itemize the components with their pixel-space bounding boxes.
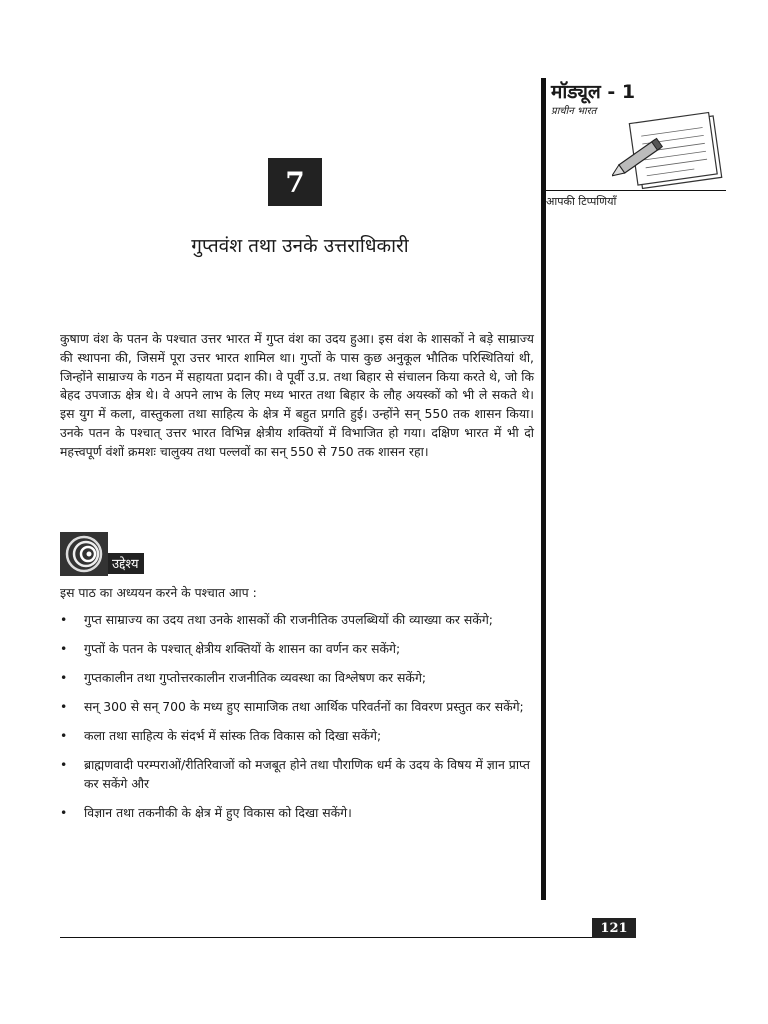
chapter-number: 7: [268, 158, 322, 206]
objectives-label: उद्देश्य: [108, 553, 144, 574]
objective-text: गुप्तकालीन तथा गुप्तोत्तरकालीन राजनीतिक व्यवस्था का विश्लेषण कर सकेंगे;: [84, 670, 427, 685]
objective-text: ब्राह्मणवादी परम्पराओं/रीतिरिवाजों को मजबूत होने तथा पौराणिक धर्म के उदय के विषय में ज्ञान प्राप्त कर सकेंगे और: [84, 757, 530, 791]
module-title: मॉड्यूल - 1: [551, 81, 636, 103]
objective-text: सन् 300 से सन् 700 के मध्य हुए सामाजिक तथा आर्थिक परिवर्तनों का विवरण प्रस्तुत कर सकेंगे;: [84, 699, 524, 714]
bullet: •: [60, 699, 68, 714]
intro-paragraph: कुषाण वंश के पतन के पश्चात उत्तर भारत में गुप्त वंश का उदय हुआ। इस वंश के शासकों ने बड़े साम्राज्य की स्थापना की, जिसमें पूरा उत्तर भारत शामिल था। गुप्तों के पास कुछ अनुकूल भौतिक परिस्थितियां थी, जिन्होंने साम्राज्य के गठन में सहायता प्रदान की। वे पूर्वी उ.प्र. तथा बिहार से संचालन किया करते थे, जो कि बेहद उपजाऊ क्षेत्र थे। वे अपने लाभ के लिए मध्य भारत तथा बिहार के लौह अयस्कों को भी ले सकते थे। इस युग में कला, वास्तुकला तथा साहित्य के क्षेत्र में बहुत प्रगति हुई। उन्होंने सन् 550 तक शासन किया। उनके पतन के पश्चात् उत्तर भारत विभिन्न क्षेत्रीय शक्तियों में विभाजित हो गया। दक्षिण भारत में भी दो महत्त्वपूर्ण वंशों क्रमशः चालुक्य तथा पल्लवों का सन् 550 से 750 तक शासन रहा।: [60, 331, 534, 459]
notepad-pencil-icon: [612, 110, 728, 198]
bullet: •: [60, 757, 68, 772]
target-spiral-icon: [60, 532, 108, 576]
bullet: •: [60, 670, 68, 685]
list-item: [60, 726, 536, 745]
list-item: [60, 697, 536, 716]
list-item: [60, 610, 536, 629]
margin-rule: [546, 190, 726, 191]
notes-label: आपकी टिप्पणियाँ: [546, 195, 617, 208]
bullet: •: [60, 805, 68, 820]
objectives-list: [60, 610, 536, 832]
objective-text: कला तथा साहित्य के संदर्भ में सांस्क तिक विकास को दिखा सकेंगे;: [84, 728, 382, 743]
list-item: [60, 755, 536, 793]
module-subtitle: प्राचीन भारत: [551, 106, 597, 117]
objective-text: विज्ञान तथा तकनीकी के क्षेत्र में हुए विकास को दिखा सकेंगे।: [84, 805, 352, 820]
list-item: [60, 668, 536, 687]
objective-text: गुप्तों के पतन के पश्चात् क्षेत्रीय शक्तियों के शासन का वर्णन कर सकेंगे;: [84, 641, 401, 656]
bullet: •: [60, 612, 68, 627]
page-number: 121: [592, 918, 636, 938]
objective-text: गुप्त साम्राज्य का उदय तथा उनके शासकों की राजनीतिक उपलब्धियों की व्याख्या कर सकेंगे;: [84, 612, 493, 627]
list-item: [60, 803, 536, 822]
bullet: •: [60, 641, 68, 656]
chapter-title: गुप्तवंश तथा उनके उत्तराधिकारी: [191, 235, 409, 257]
bullet: •: [60, 728, 68, 743]
list-item: [60, 639, 536, 658]
objectives-intro: इस पाठ का अध्ययन करने के पश्चात आप :: [60, 585, 257, 600]
footer-rule: [60, 937, 636, 938]
